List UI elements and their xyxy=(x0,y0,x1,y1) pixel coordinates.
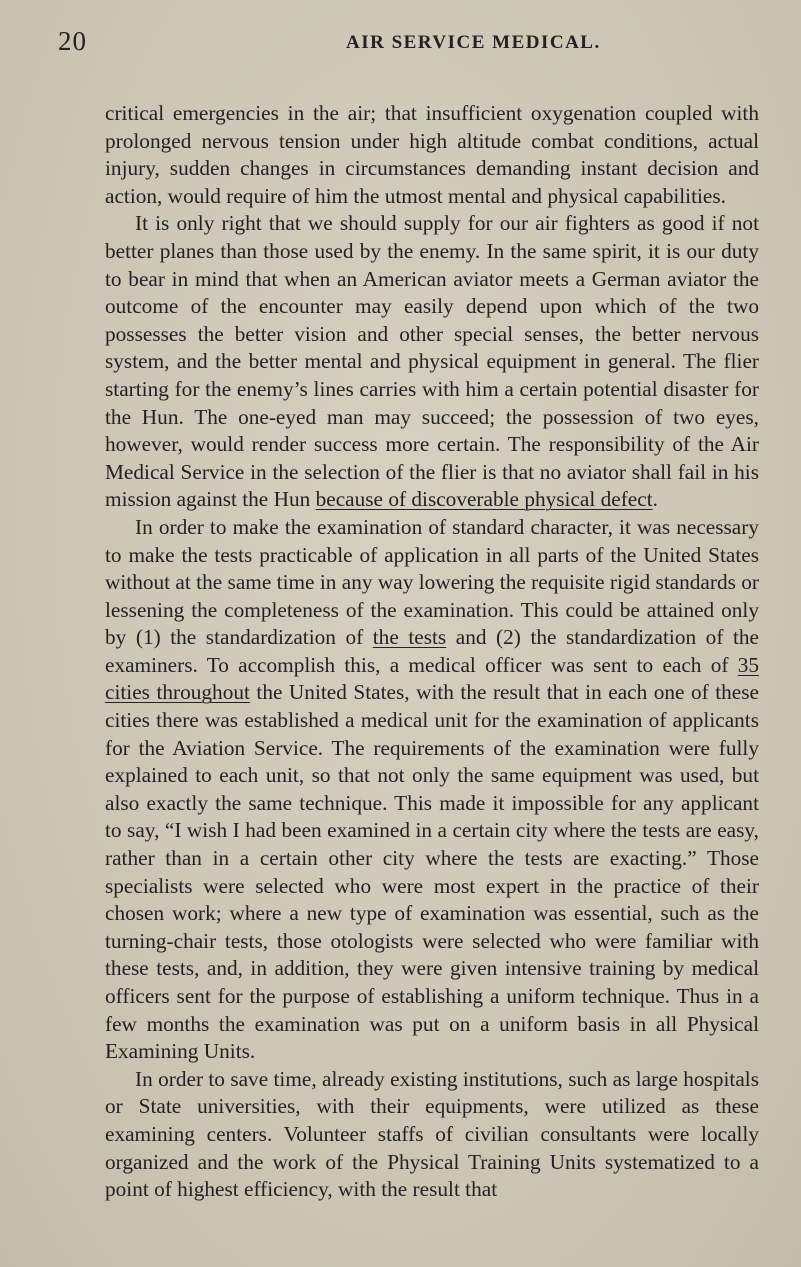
underlined-phrase: 35 cities throughout xyxy=(105,652,759,705)
paragraph-2-end: . xyxy=(652,487,658,512)
paragraph-2 xyxy=(105,210,759,514)
body-text xyxy=(105,100,759,1204)
paragraph-1-text: critical emergencies in the air; that insufficient oxygenation coupled with prolonged nervous tension under high altitude combat conditions, actual injury, sudden changes in circumstances demanding instant decision and action, would require of him the utmost mental and physical capabilities. xyxy=(105,101,759,208)
paragraph-3 xyxy=(105,514,759,1066)
underlined-phrase: the tests xyxy=(372,625,447,650)
paragraph-3-text: In order to make the examination of standard character, it was necessary to make the tests practicable of application in all parts of the United States without at the same time in any way lowering the requisite rigid standards or lessening the completeness of the examination. This could be attained only by (1) the standardization of xyxy=(105,514,759,650)
paragraph-4-text: In order to save time, already existing institutions, such as large hospitals or State universities, with their equipments, were utilized as these examining centers. Volunteer staffs of civilian consultants were locally organized and the work of the Physical Training Units systematized to a point of highest efficiency, with the result that xyxy=(105,1066,759,1202)
paragraph-1 xyxy=(105,100,759,210)
paragraph-4 xyxy=(105,1066,759,1204)
paragraph-3-text-cont: and (2) the standardization of the examiners. To accomplish this, a medical officer was sent to each of xyxy=(105,625,759,677)
paragraph-2-text: It is only right that we should supply for our air fighters as good if not better planes than those used by the enemy. In the same spirit, it is our duty to bear in mind that when an American aviator meets a German aviator the outcome of the encounter may easily depend upon which of the two possesses the better vision and other special senses, the better nervous system, and the better mental and physical equipment in general. The flier starting for the enemy’s lines carries with him a certain potential disaster for the Hun. The one-eyed man may succeed; the possession of two eyes, however, would render success more certain. The responsibility of the Air Medical Service in the selection of the flier is that no aviator shall fail in his mission against the Hun xyxy=(105,211,759,512)
paragraph-3-text-end: the United States, with the result that in each one of these cities there was established a medical unit for the examination of applicants for the Aviation Service. The requirements of the examination were fully explained to each unit, so that not only the same equipment was used, but also exactly the same technique. This made it impossible for any applicant to say, “I wish I had been examined in a certain city where the tests are easy, rather than in a certain other city where the tests are exacting.” Those specialists were selected who were most expert in the practice of their chosen work; where a new type of examination was essential, such as the turning-chair tests, those otologists were selected who were familiar with these tests, and, in addition, they were given intensive training by medical officers sent for the purpose of establishing a uniform technique. Thus in a few months the examination was put on a uniform basis in all Physical Examining Units. xyxy=(105,680,759,1064)
running-head: AIR SERVICE MEDICAL. xyxy=(346,32,601,53)
page-number: 20 xyxy=(58,26,87,56)
underlined-phrase: because of discoverable physical defect xyxy=(315,487,653,512)
page-header xyxy=(58,26,758,66)
